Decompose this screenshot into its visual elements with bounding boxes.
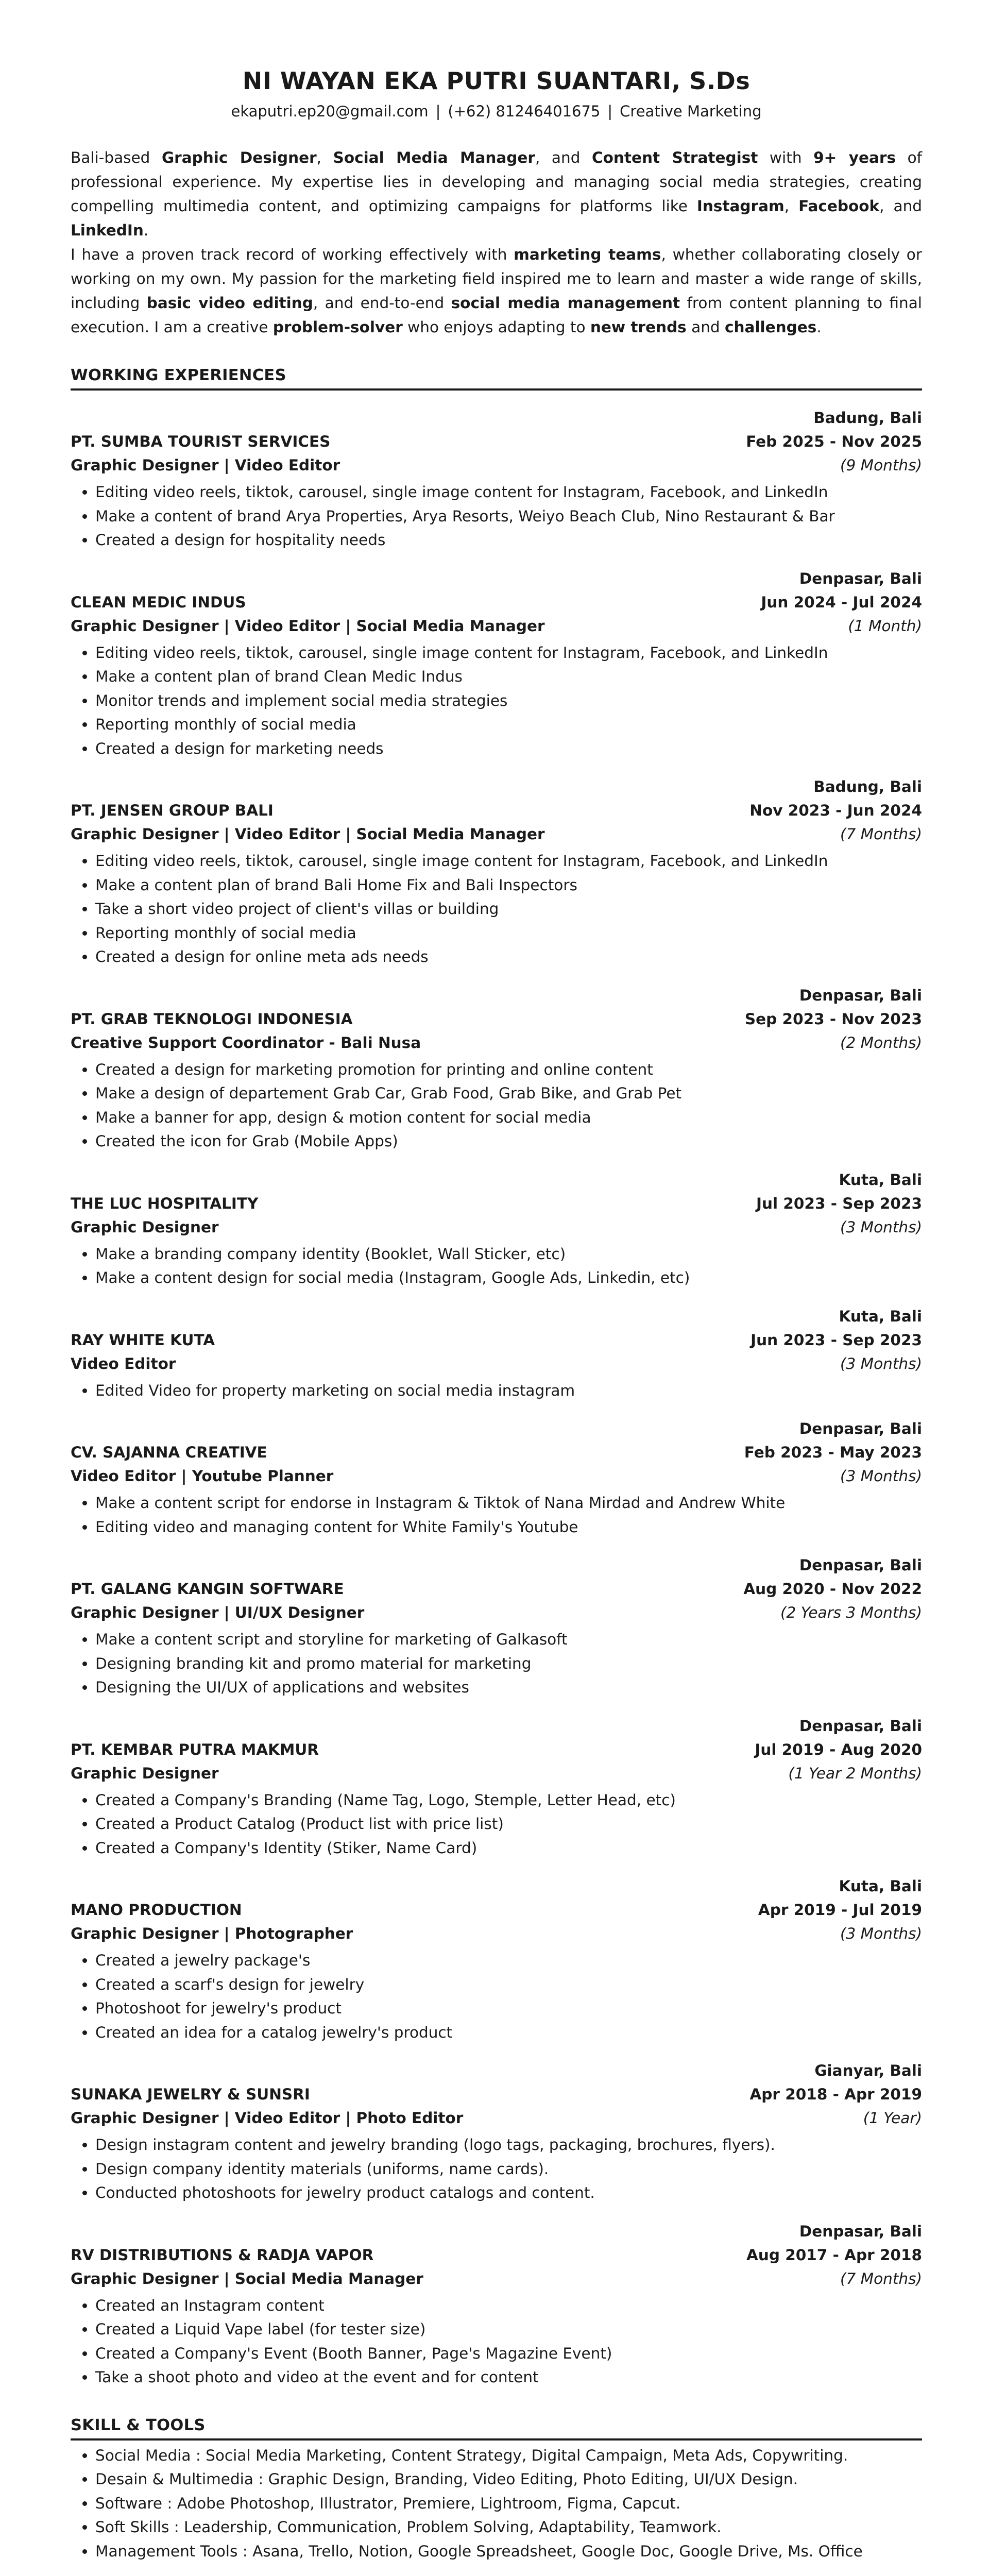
job-list (71, 406, 922, 2389)
job-entry (71, 406, 922, 552)
job-bullet: • Created a Product Catalog (Product list with price list) (95, 1812, 922, 1836)
job-role: Graphic Designer | UI/UX Designer (71, 1604, 365, 1622)
job-bullet-list (71, 2294, 922, 2389)
job-duration: (1 Year 2 Months) (788, 1764, 922, 1782)
job-bullet: • Make a branding company identity (Booklet, Wall Sticker, etc) (95, 1242, 922, 1266)
job-role: Graphic Designer | Video Editor (71, 456, 340, 474)
job-location-row (71, 1714, 922, 1738)
job-bullet: • Edited Video for property marketing on social media instagram (95, 1379, 922, 1403)
job-bullet: • Created a design for marketing needs (95, 737, 922, 761)
job-bullet: • Designing branding kit and promo material for marketing (95, 1652, 922, 1676)
job-bullet: • Make a content design for social media (Instagram, Google Ads, Linkedin, etc) (95, 1266, 922, 1290)
job-bullet: • Make a content plan of brand Clean Medic Indus (95, 665, 922, 689)
job-company-row (71, 430, 922, 453)
job-duration: (1 Year) (863, 2109, 922, 2127)
job-entry (71, 2219, 922, 2389)
job-location: Denpasar, Bali (799, 1420, 922, 1438)
job-role-row (71, 1761, 922, 1785)
job-company-row (71, 1192, 922, 1215)
job-bullet: • Make a content script for endorse in Instagram & Tiktok of Nana Mirdad and Andrew White (95, 1491, 922, 1515)
job-bullet: • Editing video and managing content for White Family's Youtube (95, 1515, 922, 1539)
job-bullet-list (71, 1948, 922, 2044)
job-bullet-list (71, 1379, 922, 1403)
job-location: Denpasar, Bali (799, 986, 922, 1004)
job-role-row (71, 2106, 922, 2130)
job-entry (71, 2059, 922, 2205)
job-bullet: • Make a banner for app, design & motion content for social media (95, 1106, 922, 1130)
job-dates: Feb 2023 - May 2023 (744, 1444, 922, 1462)
job-company: RAY WHITE KUTA (71, 1331, 215, 1349)
skill-item: • Software : Adobe Photoshop, Illustrator, Premiere, Lightroom, Figma, Capcut. (95, 2492, 922, 2516)
summary-paragraph (71, 243, 922, 340)
job-company-row (71, 590, 922, 614)
job-company-row (71, 1577, 922, 1601)
job-dates: Jul 2019 - Aug 2020 (755, 1740, 922, 1758)
summary-text: and (686, 318, 725, 336)
job-dates: Jun 2024 - Jul 2024 (761, 593, 922, 611)
job-location-row (71, 775, 922, 799)
summary-text: from content planning to final execution. I am a creative (71, 294, 922, 336)
job-company-row (71, 1440, 922, 1464)
job-bullet: • Make a content of brand Arya Properties, Arya Resorts, Weiyo Beach Club, Nino Restaurant & Bar (95, 504, 922, 529)
summary-text: who enjoys adapting to (402, 318, 590, 336)
summary-text: , whether collaborating closely or working on my own. My passion for the marketing field inspired me to learn and master a wide range of skills, including (71, 246, 922, 312)
job-location: Kuta, Bali (839, 1877, 922, 1895)
job-duration: (3 Months) (840, 1354, 922, 1372)
job-location: Gianyar, Bali (814, 2062, 922, 2080)
job-role-row (71, 822, 922, 846)
summary-text: with (758, 149, 814, 167)
summary-text: , and (535, 149, 592, 167)
job-bullet: • Take a shoot photo and video at the event and for content (95, 2365, 922, 2389)
job-bullet: • Created a Liquid Vape label (for tester size) (95, 2317, 922, 2342)
job-bullet: • Reporting monthly of social media (95, 713, 922, 737)
job-bullet: • Created an idea for a catalog jewelry's product (95, 2021, 922, 2045)
job-bullet: • Reporting monthly of social media (95, 921, 922, 945)
job-bullet-list (71, 1788, 922, 1860)
job-dates: Jul 2023 - Sep 2023 (756, 1194, 922, 1212)
job-bullet: • Photoshoot for jewelry's product (95, 1996, 922, 2021)
summary-text: , and (879, 197, 922, 215)
job-bullet: • Created a jewelry package's (95, 1948, 922, 1973)
job-bullet-list (71, 480, 922, 552)
job-company-row (71, 1007, 922, 1031)
job-location-row (71, 2059, 922, 2082)
summary-emphasis: new trends (590, 318, 687, 336)
job-company: PT. KEMBAR PUTRA MAKMUR (71, 1740, 319, 1758)
job-company: RV DISTRIBUTIONS & RADJA VAPOR (71, 2246, 374, 2264)
summary-text: Bali-based (71, 149, 162, 167)
job-entry (71, 1553, 922, 1700)
summary-text: , (316, 149, 333, 167)
job-bullet: • Created a Company's Event (Booth Banner, Page's Magazine Event) (95, 2342, 922, 2366)
job-duration: (3 Months) (840, 1925, 922, 1943)
job-dates: Apr 2019 - Jul 2019 (758, 1901, 922, 1919)
job-role: Graphic Designer | Video Editor | Photo Editor (71, 2109, 464, 2127)
job-bullet: • Created a design for marketing promotion for printing and online content (95, 1058, 922, 1082)
job-bullet-list (71, 641, 922, 761)
job-location-row (71, 1874, 922, 1898)
job-company-row (71, 2243, 922, 2267)
job-company-row (71, 1738, 922, 1761)
job-bullet: • Make a content script and storyline for marketing of Galkasoft (95, 1628, 922, 1652)
skill-item: • Social Media : Social Media Marketing, Content Strategy, Digital Campaign, Meta Ads, Copywriting. (95, 2444, 922, 2468)
job-bullet: • Created a design for online meta ads needs (95, 945, 922, 969)
summary-text: . (816, 318, 822, 336)
role-text: Creative Marketing (620, 103, 762, 121)
job-duration: (3 Months) (840, 1467, 922, 1485)
job-role-row (71, 1352, 922, 1376)
job-role-row (71, 1031, 922, 1055)
job-bullet-list (71, 2133, 922, 2205)
job-duration: (2 Months) (840, 1033, 922, 1052)
job-company-row (71, 799, 922, 822)
summary-emphasis: problem-solver (272, 318, 403, 336)
job-role: Video Editor (71, 1354, 176, 1372)
job-bullet: • Created a design for hospitality needs (95, 528, 922, 552)
job-bullet-list (71, 1242, 922, 1290)
job-location-row (71, 406, 922, 430)
separator: | (435, 103, 441, 121)
job-location-row (71, 1304, 922, 1328)
summary-emphasis: Social Media Manager (333, 149, 535, 167)
job-bullet: • Created a Company's Branding (Name Tag, Logo, Stemple, Letter Head, etc) (95, 1788, 922, 1812)
job-location-row (71, 1168, 922, 1192)
job-bullet: • Take a short video project of client's villas or building (95, 897, 922, 921)
job-location-row (71, 1553, 922, 1577)
job-role: Graphic Designer (71, 1764, 219, 1782)
skill-item: • Desain & Multimedia : Graphic Design, Branding, Video Editing, Photo Editing, UI/UX Design. (95, 2467, 922, 2492)
summary-emphasis: Graphic Designer (161, 149, 317, 167)
job-role: Graphic Designer | Video Editor | Social Media Manager (71, 825, 545, 843)
job-bullet: • Make a content plan of brand Bali Home Fix and Bali Inspectors (95, 873, 922, 897)
contact-line (71, 103, 922, 120)
job-role: Video Editor | Youtube Planner (71, 1467, 334, 1485)
summary-text: , and end-to-end (313, 294, 451, 312)
summary-emphasis: 9+ years (813, 149, 896, 167)
job-duration: (1 Month) (848, 617, 922, 635)
job-entry (71, 1874, 922, 2044)
job-entry (71, 775, 922, 969)
job-dates: Aug 2017 - Apr 2018 (746, 2246, 922, 2264)
summary-emphasis: Instagram (696, 197, 785, 215)
summary-emphasis: basic video editing (146, 294, 313, 312)
job-bullet-list (71, 1058, 922, 1154)
skills-list (71, 2444, 922, 2564)
job-bullet: • Created a scarf's design for jewelry (95, 1973, 922, 1997)
job-role-row (71, 1922, 922, 1945)
job-bullet-list (71, 849, 922, 969)
job-dates: Sep 2023 - Nov 2023 (744, 1010, 922, 1028)
job-location-row (71, 2219, 922, 2243)
job-location: Denpasar, Bali (799, 1556, 922, 1574)
job-role: Graphic Designer | Social Media Manager (71, 2269, 423, 2287)
skill-item: • Soft Skills : Leadership, Communication, Problem Solving, Adaptability, Teamwork. (95, 2515, 922, 2539)
section-title-experience: WORKING EXPERIENCES (71, 366, 922, 391)
job-company: PT. SUMBA TOURIST SERVICES (71, 433, 331, 451)
job-duration: (2 Years 3 Months) (780, 1604, 922, 1622)
summary-emphasis: challenges (725, 318, 817, 336)
job-entry (71, 1417, 922, 1539)
section-title-skills: SKILL & TOOLS (71, 2416, 922, 2441)
job-dates: Nov 2023 - Jun 2024 (749, 802, 922, 820)
summary-text: . (143, 222, 149, 240)
job-bullet: • Created the icon for Grab (Mobile Apps) (95, 1129, 922, 1154)
summary-emphasis: LinkedIn (71, 222, 144, 240)
job-dates: Apr 2018 - Apr 2019 (749, 2086, 922, 2104)
summary-emphasis: Content Strategist (591, 149, 758, 167)
job-duration: (9 Months) (840, 456, 922, 474)
job-bullet: • Monitor trends and implement social media strategies (95, 689, 922, 713)
job-company: THE LUC HOSPITALITY (71, 1194, 259, 1212)
job-company: PT. GALANG KANGIN SOFTWARE (71, 1580, 344, 1598)
job-bullet: • Created a Company's Identity (Stiker, Name Card) (95, 1836, 922, 1860)
job-entry (71, 567, 922, 761)
job-company: PT. JENSEN GROUP BALI (71, 802, 274, 820)
job-role: Graphic Designer | Photographer (71, 1925, 353, 1943)
job-location: Badung, Bali (813, 409, 922, 427)
phone-text: (+62) 81246401675 (448, 103, 601, 121)
job-bullet: • Conducted photoshoots for jewelry product catalogs and content. (95, 2181, 922, 2205)
job-bullet-list (71, 1491, 922, 1539)
job-location: Kuta, Bali (839, 1307, 922, 1325)
job-bullet: • Editing video reels, tiktok, carousel, single image content for Instagram, Facebook, and LinkedIn (95, 641, 922, 665)
summary-text: , (784, 197, 799, 215)
job-location: Badung, Bali (813, 778, 922, 796)
job-dates: Jun 2023 - Sep 2023 (751, 1331, 922, 1349)
job-bullet: • Designing the UI/UX of applications and websites (95, 1675, 922, 1700)
skill-item: • Management Tools : Asana, Trello, Notion, Google Spreadsheet, Google Doc, Google Drive, Ms. Office (95, 2539, 922, 2564)
candidate-name: NI WAYAN EKA PUTRI SUANTARI, S.Ds (242, 67, 751, 95)
summary-emphasis: social media management (451, 294, 680, 312)
summary-text: I have a proven track record of working effectively with (71, 246, 514, 264)
job-role-row (71, 1464, 922, 1488)
summary-paragraph (71, 146, 922, 243)
job-location-row (71, 984, 922, 1007)
job-company-row (71, 1328, 922, 1352)
separator: | (607, 103, 613, 121)
job-entry (71, 1168, 922, 1290)
job-company-row (71, 2082, 922, 2106)
email-text: ekaputri.ep20@gmail.com (231, 103, 429, 121)
job-company: PT. GRAB TEKNOLOGI INDONESIA (71, 1010, 353, 1028)
job-company: SUNAKA JEWELRY & SUNSRI (71, 2086, 310, 2104)
job-company: MANO PRODUCTION (71, 1901, 242, 1919)
job-bullet: • Design instagram content and jewelry branding (logo tags, packaging, brochures, flyers). (95, 2133, 922, 2157)
job-bullet: • Created an Instagram content (95, 2294, 922, 2318)
job-role: Creative Support Coordinator - Bali Nusa (71, 1033, 421, 1052)
job-duration: (7 Months) (840, 825, 922, 843)
summary-emphasis: marketing teams (514, 246, 661, 264)
job-company: CLEAN MEDIC INDUS (71, 593, 246, 611)
job-bullet: • Editing video reels, tiktok, carousel, single image content for Instagram, Facebook, and LinkedIn (95, 480, 922, 504)
job-entry (71, 984, 922, 1154)
job-location: Denpasar, Bali (799, 1717, 922, 1735)
job-entry (71, 1304, 922, 1403)
job-duration: (7 Months) (840, 2269, 922, 2287)
job-role-row (71, 453, 922, 477)
job-company: CV. SAJANNA CREATIVE (71, 1444, 267, 1462)
job-location: Denpasar, Bali (799, 569, 922, 587)
job-role: Graphic Designer | Video Editor | Social Media Manager (71, 617, 545, 635)
job-dates: Aug 2020 - Nov 2022 (743, 1580, 922, 1598)
job-bullet: • Editing video reels, tiktok, carousel, single image content for Instagram, Facebook, and LinkedIn (95, 849, 922, 873)
job-role-row (71, 614, 922, 638)
job-company-row (71, 1898, 922, 1922)
job-bullet: • Design company identity materials (uniforms, name cards). (95, 2157, 922, 2181)
job-bullet: • Make a design of departement Grab Car, Grab Food, Grab Bike, and Grab Pet (95, 1081, 922, 1106)
job-bullet-list (71, 1628, 922, 1700)
job-dates: Feb 2025 - Nov 2025 (746, 433, 922, 451)
job-duration: (3 Months) (840, 1218, 922, 1236)
job-role-row (71, 1601, 922, 1624)
summary-text: of professional experience. My expertise lies in developing and managing social media strategies, creating compelling multimedia content, and optimizing campaigns for platforms like (71, 149, 923, 215)
summary-emphasis: Facebook (798, 197, 880, 215)
job-role-row (71, 1215, 922, 1239)
job-location: Denpasar, Bali (799, 2222, 922, 2240)
job-role: Graphic Designer (71, 1218, 219, 1236)
job-role-row (71, 2267, 922, 2291)
job-location-row (71, 567, 922, 590)
job-location-row (71, 1417, 922, 1440)
job-location: Kuta, Bali (839, 1171, 922, 1189)
job-entry (71, 1714, 922, 1860)
